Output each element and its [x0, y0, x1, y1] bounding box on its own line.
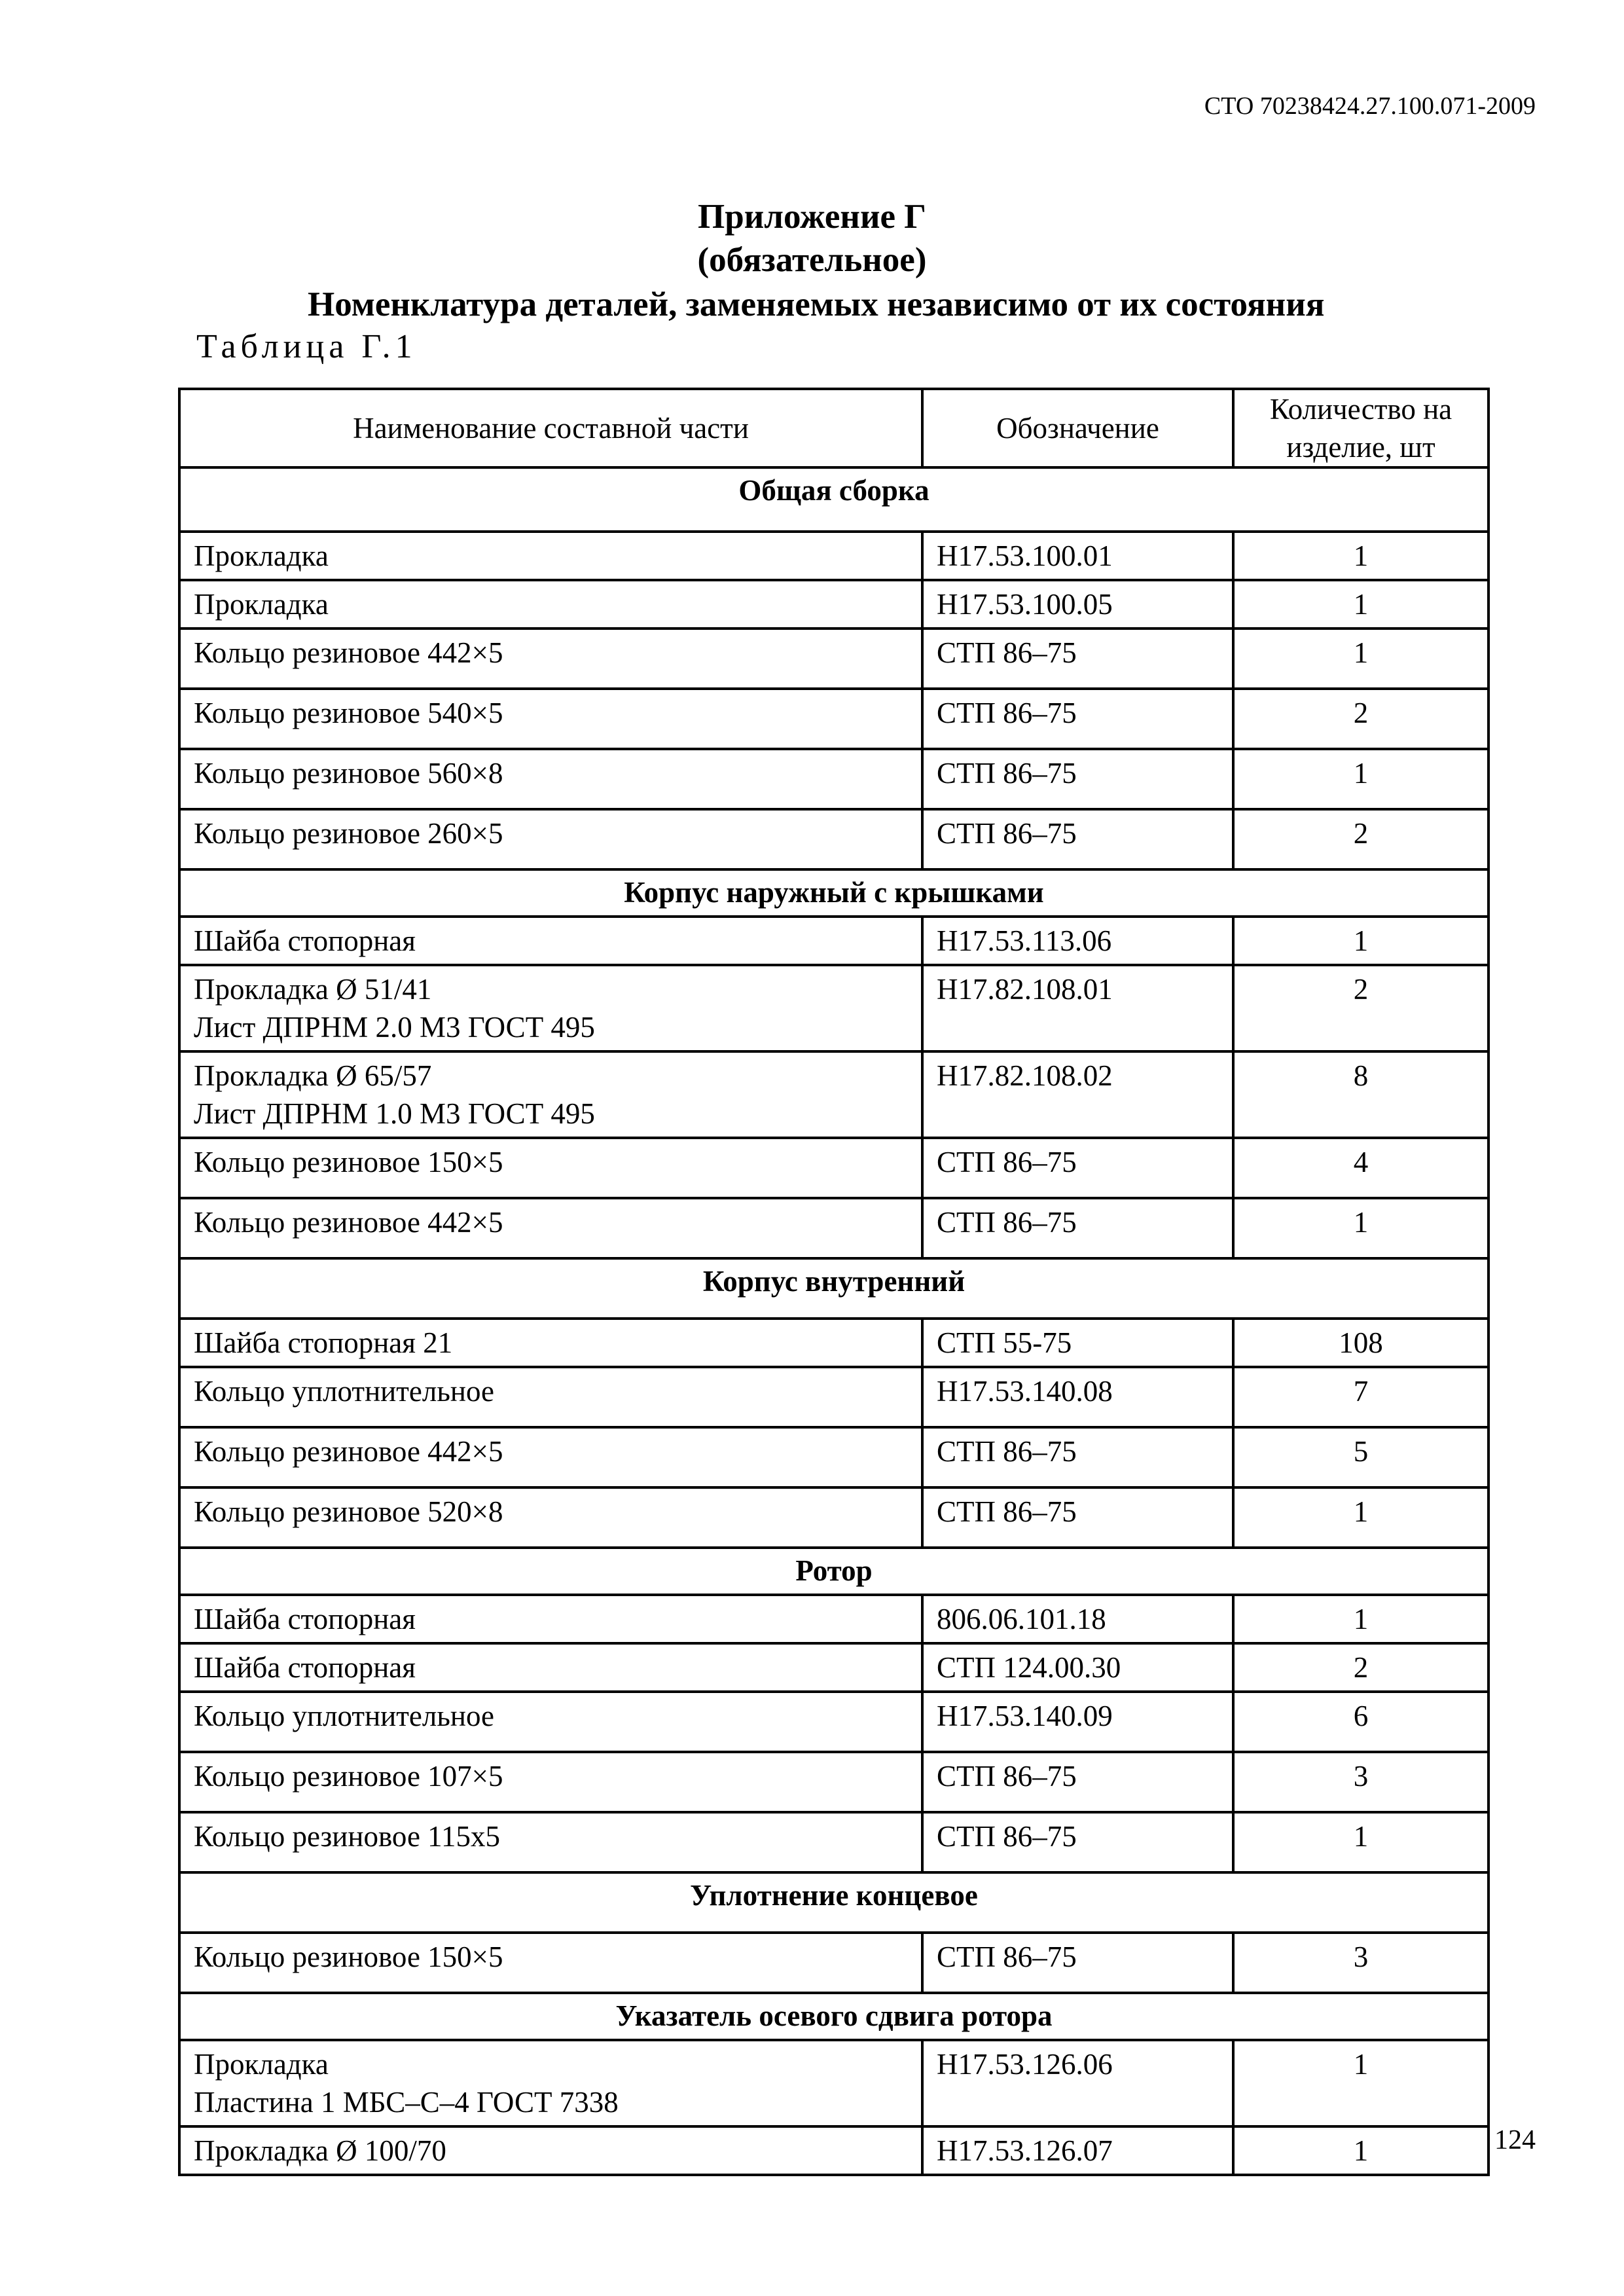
part-quantity: 6 — [1233, 1692, 1489, 1752]
table-row — [179, 580, 1489, 629]
table-row — [179, 1487, 1489, 1548]
part-code: СТП 124.00.30 — [922, 1643, 1233, 1692]
part-name-cell — [179, 580, 922, 629]
part-code: Н17.82.108.01 — [922, 965, 1233, 1051]
part-code: Н17.53.100.01 — [922, 532, 1233, 580]
part-name-cell — [179, 1643, 922, 1692]
table-label: Таблица Г.1 — [196, 328, 417, 365]
section-row — [179, 1993, 1489, 2040]
part-quantity: 1 — [1233, 1487, 1489, 1548]
section-title: Указатель осевого сдвига ротора — [179, 1993, 1489, 2040]
table-row — [179, 1367, 1489, 1427]
part-name: Шайба стопорная — [194, 1603, 416, 1635]
part-quantity: 2 — [1233, 965, 1489, 1051]
table-body — [179, 467, 1489, 2175]
part-quantity: 108 — [1233, 1319, 1489, 1367]
part-name: Кольцо резиновое 560×8 — [194, 757, 503, 790]
part-quantity: 1 — [1233, 1812, 1489, 1872]
part-name-cell — [179, 1367, 922, 1427]
section-title: Уплотнение концевое — [179, 1872, 1489, 1933]
part-quantity: 2 — [1233, 1643, 1489, 1692]
part-name-cell — [179, 1198, 922, 1258]
part-name: Кольцо резиновое 260×5 — [194, 817, 503, 850]
part-name: Кольцо резиновое 442×5 — [194, 636, 503, 669]
part-code: 806.06.101.18 — [922, 1595, 1233, 1643]
part-code: СТП 86–75 — [922, 1812, 1233, 1872]
table-row — [179, 809, 1489, 869]
part-quantity: 1 — [1233, 1198, 1489, 1258]
part-name-cell — [179, 917, 922, 965]
part-name-cell — [179, 1138, 922, 1198]
part-name-cell — [179, 2126, 922, 2175]
part-name: Прокладка Ø 65/57 — [194, 1059, 432, 1092]
part-code: СТП 86–75 — [922, 1198, 1233, 1258]
part-code: Н17.53.126.07 — [922, 2126, 1233, 2175]
part-name: Кольцо уплотнительное — [194, 1700, 494, 1732]
table-row — [179, 1812, 1489, 1872]
table-header-row — [179, 389, 1489, 467]
part-name: Кольцо резиновое 107×5 — [194, 1760, 503, 1793]
part-name: Шайба стопорная 21 — [194, 1326, 453, 1359]
part-name: Прокладка — [194, 588, 329, 621]
part-name-cell — [179, 749, 922, 809]
part-quantity: 1 — [1233, 532, 1489, 580]
part-name: Кольцо уплотнительное — [194, 1375, 494, 1408]
part-name: Шайба стопорная — [194, 924, 416, 957]
part-name: Кольцо резиновое 150×5 — [194, 1146, 503, 1178]
part-name-cell — [179, 1427, 922, 1487]
part-name-cell — [179, 689, 922, 749]
part-quantity: 4 — [1233, 1138, 1489, 1198]
appendix-status: (обязательное) — [697, 241, 927, 279]
part-name: Кольцо резиновое 115х5 — [194, 1820, 500, 1853]
part-name: Прокладка — [194, 2048, 329, 2081]
part-quantity: 1 — [1233, 1595, 1489, 1643]
part-quantity: 1 — [1233, 2040, 1489, 2126]
part-quantity: 3 — [1233, 1752, 1489, 1812]
table-row — [179, 1752, 1489, 1812]
table-row — [179, 2040, 1489, 2126]
part-code: СТП 86–75 — [922, 629, 1233, 689]
part-code: Н17.82.108.02 — [922, 1051, 1233, 1138]
page-number: 124 — [1494, 2125, 1536, 2155]
section-title: Корпус внутренний — [179, 1258, 1489, 1319]
table-row — [179, 689, 1489, 749]
part-code: СТП 86–75 — [922, 1933, 1233, 1993]
table-row — [179, 629, 1489, 689]
part-quantity: 3 — [1233, 1933, 1489, 1993]
column-header-name: Наименование составной части — [179, 389, 922, 467]
part-name-cell — [179, 1692, 922, 1752]
part-code: Н17.53.126.06 — [922, 2040, 1233, 2126]
part-name: Кольцо резиновое 150×5 — [194, 1941, 503, 1973]
part-code: СТП 86–75 — [922, 749, 1233, 809]
table-row — [179, 917, 1489, 965]
part-quantity: 2 — [1233, 809, 1489, 869]
part-code: СТП 86–75 — [922, 1427, 1233, 1487]
part-name: Кольцо резиновое 442×5 — [194, 1206, 503, 1239]
part-code: Н17.53.100.05 — [922, 580, 1233, 629]
appendix-subject: Номенклатура деталей, заменяемых независимо от их состояния — [308, 285, 1325, 323]
section-title: Корпус наружный с крышками — [179, 869, 1489, 917]
document-code: СТО 70238424.27.100.071-2009 — [1204, 92, 1536, 120]
part-quantity: 1 — [1233, 2126, 1489, 2175]
part-material: Пластина 1 МБС–С–4 ГОСТ 7338 — [194, 2086, 619, 2119]
part-name-cell — [179, 1812, 922, 1872]
table-row — [179, 1595, 1489, 1643]
part-code: СТП 86–75 — [922, 809, 1233, 869]
part-quantity: 1 — [1233, 917, 1489, 965]
part-name-cell — [179, 2040, 922, 2126]
column-header-code: Обозначение — [922, 389, 1233, 467]
part-name-cell — [179, 1595, 922, 1643]
part-name-cell — [179, 629, 922, 689]
section-title: Ротор — [179, 1548, 1489, 1595]
part-name-cell — [179, 532, 922, 580]
column-header-qty: Количество на изделие, шт — [1233, 389, 1489, 467]
section-row — [179, 1872, 1489, 1933]
part-name-cell — [179, 1752, 922, 1812]
part-code: СТП 86–75 — [922, 1487, 1233, 1548]
part-name: Кольцо резиновое 442×5 — [194, 1435, 503, 1468]
part-quantity: 1 — [1233, 749, 1489, 809]
table-row — [179, 1051, 1489, 1138]
part-name: Кольцо резиновое 520×8 — [194, 1495, 503, 1528]
table-row — [179, 1138, 1489, 1198]
part-name-cell — [179, 1319, 922, 1367]
part-quantity: 1 — [1233, 629, 1489, 689]
part-code: Н17.53.113.06 — [922, 917, 1233, 965]
part-quantity: 5 — [1233, 1427, 1489, 1487]
table-row — [179, 1643, 1489, 1692]
table-row — [179, 1198, 1489, 1258]
part-code: Н17.53.140.08 — [922, 1367, 1233, 1427]
part-name-cell — [179, 809, 922, 869]
part-name: Шайба стопорная — [194, 1651, 416, 1684]
section-title: Общая сборка — [179, 467, 1489, 532]
part-material: Лист ДПРНМ 1.0 М3 ГОСТ 495 — [194, 1097, 595, 1130]
part-material: Лист ДПРНМ 2.0 М3 ГОСТ 495 — [194, 1011, 595, 1044]
part-code: СТП 86–75 — [922, 689, 1233, 749]
table-row — [179, 1933, 1489, 1993]
part-quantity: 7 — [1233, 1367, 1489, 1427]
table-row — [179, 532, 1489, 580]
part-name-cell — [179, 1933, 922, 1993]
part-name-cell — [179, 1051, 922, 1138]
part-name: Кольцо резиновое 540×5 — [194, 697, 503, 729]
table-row — [179, 1692, 1489, 1752]
nomenclature-table — [178, 388, 1490, 2176]
section-row — [179, 1548, 1489, 1595]
table-row — [179, 1427, 1489, 1487]
section-row — [179, 467, 1489, 532]
part-quantity: 1 — [1233, 580, 1489, 629]
section-row — [179, 1258, 1489, 1319]
table-row — [179, 965, 1489, 1051]
part-name-cell — [179, 1487, 922, 1548]
part-code: СТП 86–75 — [922, 1138, 1233, 1198]
part-code: Н17.53.140.09 — [922, 1692, 1233, 1752]
part-code: СТП 55-75 — [922, 1319, 1233, 1367]
section-row — [179, 869, 1489, 917]
part-name: Прокладка Ø 100/70 — [194, 2134, 446, 2167]
part-name: Прокладка Ø 51/41 — [194, 973, 432, 1006]
part-quantity: 8 — [1233, 1051, 1489, 1138]
appendix-title: Приложение Г — [698, 198, 926, 236]
part-name-cell — [179, 965, 922, 1051]
part-quantity: 2 — [1233, 689, 1489, 749]
part-name: Прокладка — [194, 539, 329, 572]
table-row — [179, 749, 1489, 809]
table-row — [179, 2126, 1489, 2175]
part-code: СТП 86–75 — [922, 1752, 1233, 1812]
table-row — [179, 1319, 1489, 1367]
